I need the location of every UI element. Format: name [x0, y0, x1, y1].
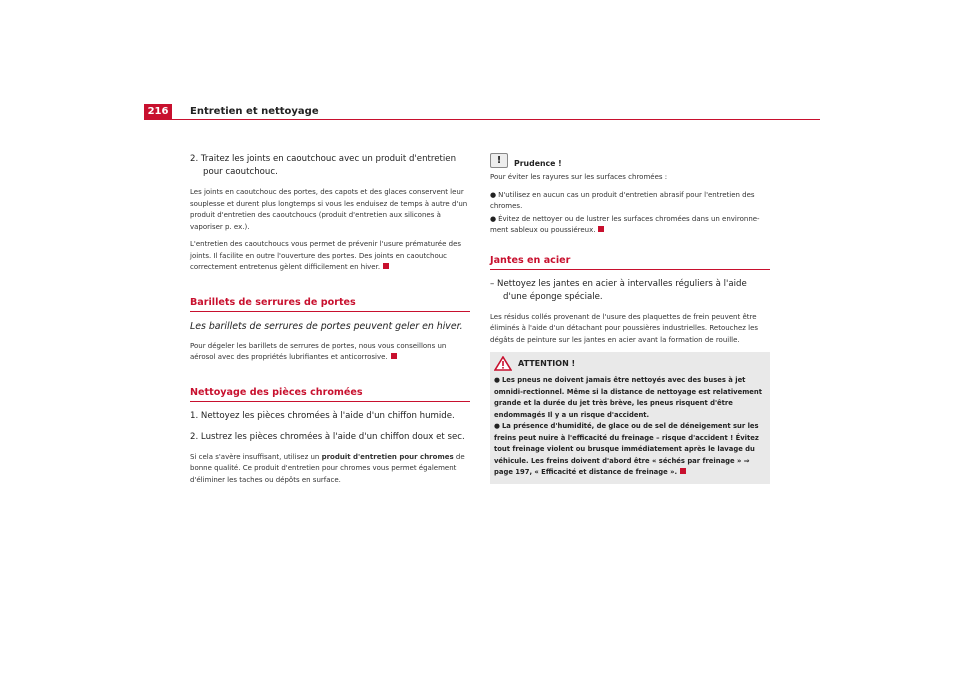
barillets-paragraph: Pour dégeler les barillets de serrures de portes, nous vous conseillons un aérosol avec des propriétés lubrifiantes et anticorrosive. [190, 341, 447, 361]
end-of-section-marker [383, 263, 389, 269]
left-column [190, 153, 470, 492]
chrome-product-emphasis: produit d'entretien pour chromes [321, 452, 454, 461]
bullet-dot-icon: ● [494, 422, 500, 430]
chromes-paragraph: Si cela s'avère insuffisant, utilisez un produit d'entretien pour chromes de bonne qualité. Ce produit d'entretien pour chromes vous permet également d'éliminer les taches ou dépôts en surface. [190, 452, 465, 484]
step-jantes: – Nettoyez les jantes en acier à intervalles réguliers à l'aide d'une éponge spéciale. [490, 278, 747, 302]
step-chromes-1: 1. Nettoyez les pièces chromées à l'aide d'un chiffon humide. [190, 410, 455, 421]
section-heading-barillets: Barillets de serrures de portes [190, 296, 470, 312]
section-heading-jantes: Jantes en acier [490, 254, 770, 270]
warning-bullet-2: ● La présence d'humidité, de glace ou de sel de déneigement sur les freins peut nuire à l'efficacité du freinage – risque d'accident ! Évitez tout freinage violent ou brusque immédiatement après le lavage du véhicule. Les freins doivent d'abord être « séchés par freinage » ⇒ page 197, « Efficacité et distance de freinage ». [494, 422, 759, 476]
bullet-dot-icon: ● [490, 214, 497, 223]
right-column [490, 153, 770, 484]
warning-box [490, 352, 770, 484]
step-rubber-joints: 2. Traitez les joints en caoutchouc avec un produit d'entretien pour caoutchouc. [190, 154, 457, 177]
step-chromes-2: 2. Lustrez les pièces chromées à l'aide d'un chiffon doux et sec. [190, 431, 465, 442]
page-title: Entretien et nettoyage [190, 106, 319, 117]
jantes-paragraph: Les résidus collés provenant de l'usure des plaquettes de frein peuvent être éliminés à l'aide d'un détachant pour poussières industrielles. Retouchez les dégâts de peinture sur les jantes en acier avant la formation de rouille. [490, 312, 759, 344]
caution-intro: Pour éviter les rayures sur les surfaces chromées : [490, 173, 668, 181]
warning-header [494, 356, 764, 371]
caution-bullet-1: ● N'utilisez en aucun cas un produit d'entretien abrasif pour l'entretien des chromes. [490, 190, 755, 210]
end-of-section-marker [680, 468, 686, 474]
bullet-dot-icon: ● [494, 376, 500, 384]
end-of-section-marker [391, 353, 397, 359]
bullet-dot-icon: ● [490, 190, 497, 199]
page-number: 216 [144, 104, 172, 120]
barillets-subheading: Les barillets de serrures de portes peuvent geler en hiver. [190, 320, 463, 332]
rubber-joints-paragraph-2: L'entretien des caoutchoucs vous permet de prévenir l'usure prématurée des joints. Il facilite en outre l'ouverture des portes. Des joints en caoutchouc correctement entretenus gèlent difficilement en hiver. [190, 240, 462, 271]
section-heading-chromes: Nettoyage des pièces chromées [190, 386, 470, 402]
rubber-joints-paragraph-1: Les joints en caoutchouc des portes, des capots et des glaces conservent leur souplesse et durent plus longtemps si vous les enduisez de temps à autre d'un produit d'entretien des caoutchoucs (produit d'entretien aux silicones à vaporiser p. ex.). [190, 188, 468, 231]
caution-bullet-2: ● Évitez de nettoyer ou de lustrer les surfaces chromées dans un environne-ment sableux ou poussiéreux. [490, 214, 760, 234]
caution-exclamation-icon: ! [490, 153, 508, 168]
caution-header [490, 153, 770, 168]
caution-title: Prudence ! [514, 159, 562, 168]
warning-triangle-icon [494, 356, 512, 371]
warning-bullet-1: ● Les pneus ne doivent jamais être nettoyés avec des buses à jet omnidi-rectionnel. Même si la distance de nettoyage est relativement grande et la durée du jet très brève, les pneus risquent d'être endommagés Il y a un risque d'accident. [494, 376, 762, 419]
header-rule [172, 119, 820, 120]
warning-title: ATTENTION ! [518, 359, 576, 368]
end-of-section-marker [598, 226, 604, 232]
